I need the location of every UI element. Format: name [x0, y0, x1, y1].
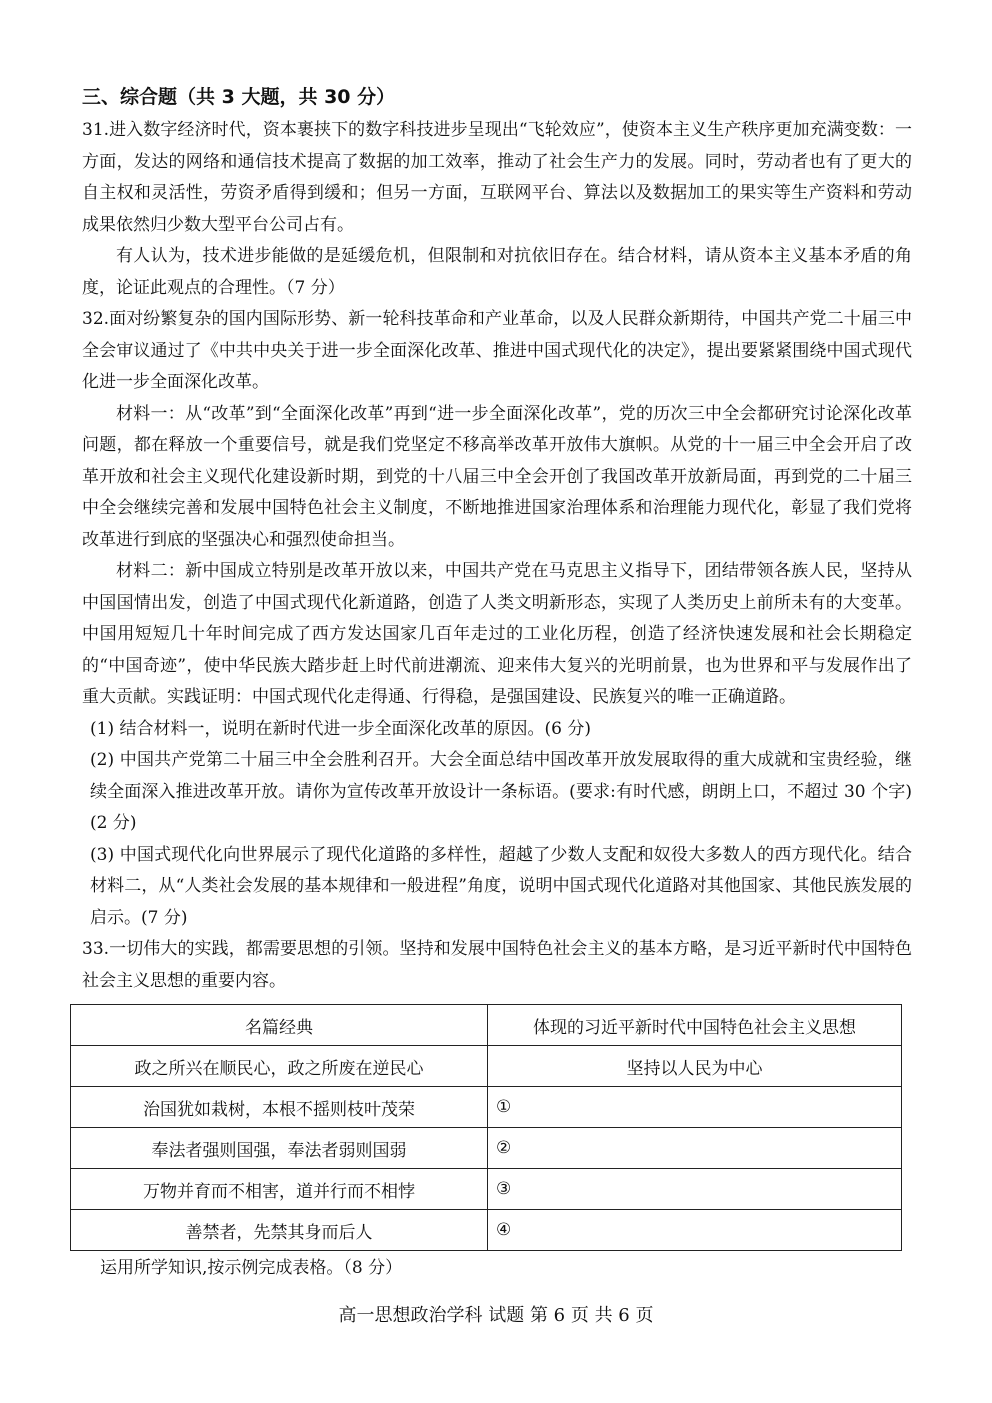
table-row: [71, 1046, 902, 1087]
table-cell-classic: 治国犹如栽树，本根不摇则枝叶茂荣: [71, 1087, 488, 1128]
page-footer: 高一思想政治学科 试题 第 6 页 共 6 页: [338, 1305, 654, 1326]
table-header-thought: 体现的习近平新时代中国特色社会主义思想: [488, 1005, 902, 1046]
q33-table: [70, 1004, 902, 1251]
table-cell-classic: 奉法者强则国强，奉法者弱则国弱: [71, 1128, 488, 1169]
q33-intro: 33.一切伟大的实践，都需要思想的引领。坚持和发展中国特色社会主义的基本方略，是习近平新时代中国特色社会主义思想的重要内容。: [82, 939, 912, 991]
table-cell-answer-blank[interactable]: ③: [488, 1169, 902, 1210]
q33-instruction: 运用所学知识,按示例完成表格。（8 分）: [100, 1258, 403, 1278]
q32-intro: 32.面对纷繁复杂的国内国际形势、新一轮科技革命和产业革命，以及人民群众新期待，中国共产党二十届三中全会审议通过了《中共中央关于进一步全面深化改革、推进中国式现代化的决定》，提出要紧紧围绕中国式现代化进一步全面深化改革。: [82, 309, 912, 392]
q32-material-2: 材料二：新中国成立特别是改革开放以来，中国共产党在马克思主义指导下，团结带领各族人民，坚持从中国国情出发，创造了中国式现代化新道路，创造了人类文明新形态，实现了人类历史上前所未有的大变革。中国用短短几十年时间完成了西方发达国家几百年走过的工业化历程，创造了经济快速发展和社会长期稳定的“中国奇迹”，使中华民族大踏步赶上时代前进潮流、迎来伟大复兴的光明前景，也为世界和平与发展作出了重大贡献。实践证明：中国式现代化走得通、行得稳，是强国建设、民族复兴的唯一正确道路。: [82, 561, 912, 707]
q32-subquestion-1: (1) 结合材料一，说明在新时代进一步全面深化改革的原因。(6 分): [90, 718, 591, 739]
table-header-classic: 名篇经典: [71, 1005, 488, 1046]
q32-material-1: 材料一：从“改革”到“全面深化改革”再到“进一步全面深化改革”，党的历次三中全会都研究讨论深化改革问题，都在释放一个重要信号，就是我们党坚定不移高举改革开放伟大旗帜。从党的十一届三中全会开启了改革开放和社会主义现代化建设新时期，到党的十八届三中全会开创了我国改革开放新局面，再到党的二十届三中全会继续完善和发展中国特色社会主义制度，不断地推进国家治理体系和治理能力现代化，彰显了我们党将改革进行到底的坚强决心和强烈使命担当。: [82, 403, 912, 550]
table-cell-classic: 善禁者，先禁其身而后人: [71, 1210, 488, 1251]
section-title: 三、综合题（共 3 大题，共 30 分）: [82, 86, 396, 108]
table-cell-answer-blank[interactable]: ①: [488, 1087, 902, 1128]
table-row: [71, 1087, 902, 1128]
q32-subquestion-2: (2) 中国共产党第二十届三中全会胜利召开。大会全面总结中国改革开放发展取得的重大成就和宝贵经验，继续全面深入推进改革开放。请你为宣传改革开放设计一条标语。(要求:有时代感，朗朗上口，不超过 30 个字) (2 分): [90, 750, 912, 833]
table-cell-answer-blank[interactable]: ②: [488, 1128, 902, 1169]
q31-paragraph: 31.进入数字经济时代，资本裹挟下的数字科技进步呈现出“飞轮效应”，使资本主义生产秩序更加充满变数：一方面，发达的网络和通信技术提高了数据的加工效率，推动了社会生产力的发展。同时，劳动者也有了更大的自主权和灵活性，劳资矛盾得到缓和；但另一方面，互联网平台、算法以及数据加工的果实等生产资料和劳动成果依然归少数大型平台公司占有。: [82, 120, 912, 235]
q31-question: 有人认为，技术进步能做的是延缓危机，但限制和对抗依旧存在。结合材料，请从资本主义基本矛盾的角度，论证此观点的合理性。（7 分）: [82, 246, 912, 298]
table-header-row: [71, 1005, 902, 1046]
table-row: [71, 1210, 902, 1251]
questions-content: [82, 115, 912, 997]
table-cell-answer-blank[interactable]: ④: [488, 1210, 902, 1251]
table-row: [71, 1169, 902, 1210]
table-cell-classic: 政之所兴在顺民心，政之所废在逆民心: [71, 1046, 488, 1087]
table-cell-thought: 坚持以人民为中心: [488, 1046, 902, 1087]
table-cell-classic: 万物并育而不相害，道并行而不相悖: [71, 1169, 488, 1210]
table-row: [71, 1128, 902, 1169]
q32-subquestion-3: (3) 中国式现代化向世界展示了现代化道路的多样性，超越了少数人支配和奴役大多数人的西方现代化。结合材料二，从“人类社会发展的基本规律和一般进程”角度，说明中国式现代化道路对其他国家、其他民族发展的启示。(7 分): [90, 844, 912, 928]
